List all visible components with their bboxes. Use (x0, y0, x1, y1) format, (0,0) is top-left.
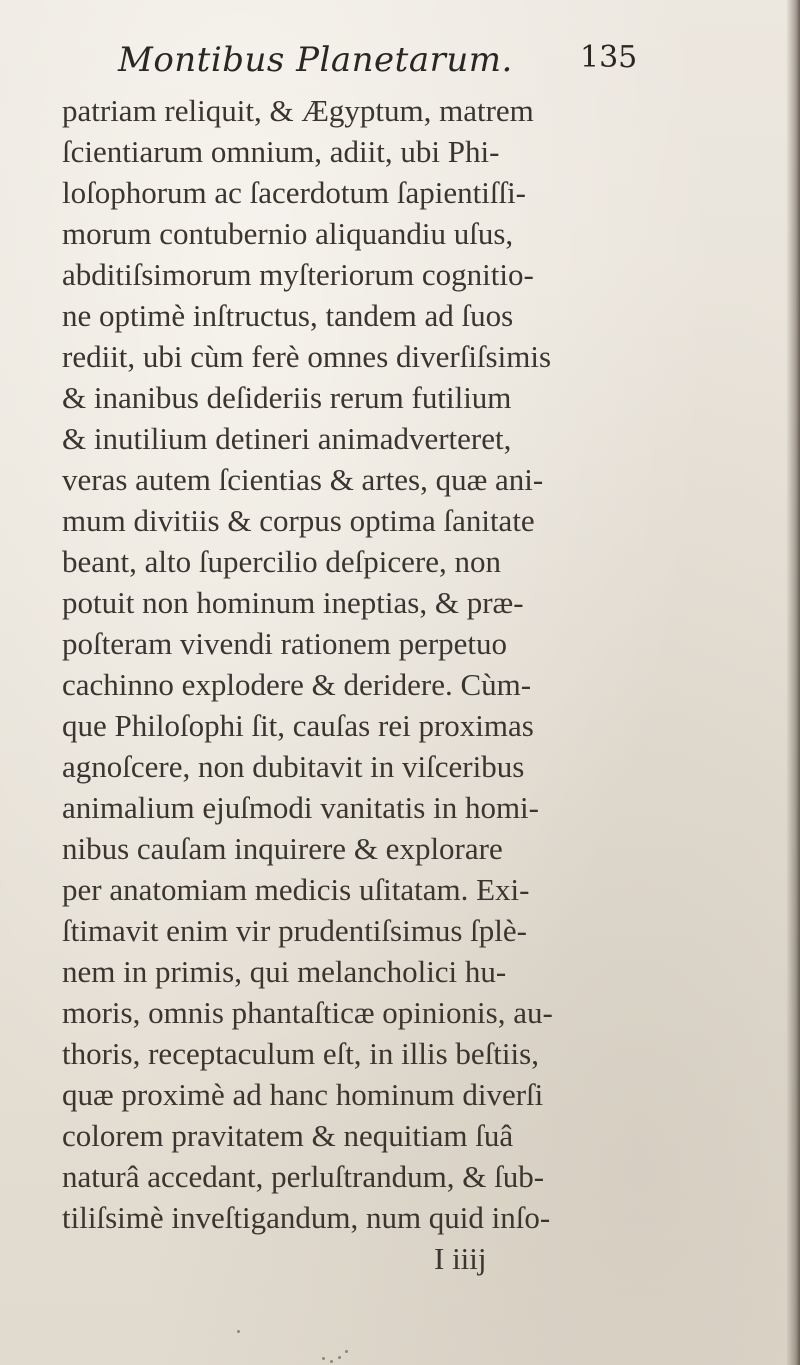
text-line: rediit, ubi cùm ferè omnes diverſiſsimis (62, 339, 552, 374)
text-line: tiliſsimè inveſtigandum, num quid inſo- (62, 1200, 551, 1235)
text-line: que Philoſophi ſit, cauſas rei proximas (62, 708, 534, 743)
text-line: naturâ accedant, perluſtrandum, & ſub- (62, 1159, 545, 1194)
text-line: ſcientiarum omnium, adiit, ubi Phi- (62, 134, 500, 169)
text-line: ſtimavit enim vir prudentiſsimus ſplè- (62, 913, 527, 948)
text-line: beant, alto ſupercilio deſpicere, non (62, 544, 501, 579)
text-line: abditiſsimorum myſteriorum cognitio- (62, 257, 534, 292)
text-line: moris, omnis phantaſticæ opinionis, au- (62, 995, 553, 1030)
signature-mark: I iiij (434, 1241, 487, 1276)
page-number: 135 (580, 40, 638, 75)
text-line: agnoſcere, non dubitavit in viſceribus (62, 749, 525, 784)
page-header (118, 40, 638, 90)
text-line: poſteram vivendi rationem perpetuo (62, 626, 508, 661)
text-line: nibus cauſam inquirere & explorare (62, 831, 503, 866)
text-line: cachinno explodere & deridere. Cùm- (62, 667, 532, 702)
text-line: ne optimè inſtructus, tandem ad ſuos (62, 298, 514, 333)
text-line: animalium ejuſmodi vanitatis in homi- (62, 790, 539, 825)
text-line: quæ proximè ad hanc hominum diverſi (62, 1077, 544, 1112)
text-line: mum divitiis & corpus optima ſanitate (62, 503, 535, 538)
text-line: patriam reliquit, & Ægyptum, matrem (62, 93, 534, 128)
text-line: per anatomiam medicis uſitatam. Exi- (62, 872, 530, 907)
page-gutter-edge (786, 0, 800, 1365)
body-text (62, 90, 632, 1279)
text-line: morum contubernio aliquandiu uſus, (62, 216, 514, 251)
running-title: Montibus Planetarum. (118, 40, 513, 80)
text-line: & inanibus deſideriis rerum futilium (62, 380, 512, 415)
text-line: veras autem ſcientias & artes, quæ ani- (62, 462, 544, 497)
text-line: colorem pravitatem & nequitiam ſuâ (62, 1118, 514, 1153)
text-line: loſophorum ac ſacerdotum ſapientiſſi- (62, 175, 527, 210)
text-line: & inutilium detineri animadverteret, (62, 421, 512, 456)
text-line: nem in primis, qui melancholici hu- (62, 954, 507, 989)
text-line: thoris, receptaculum eſt, in illis beſtiis, (62, 1036, 539, 1071)
text-line: potuit non hominum ineptias, & præ- (62, 585, 524, 620)
